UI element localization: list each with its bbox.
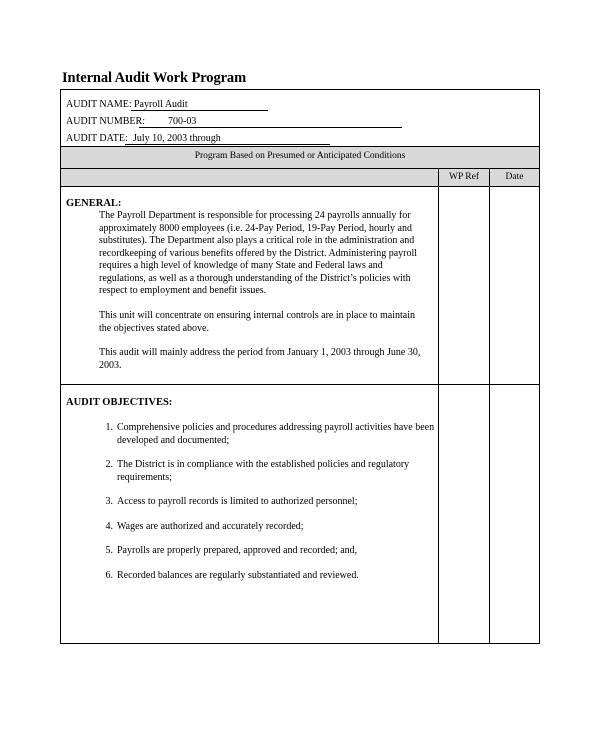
program-band-text: Program Based on Presumed or Anticipated Conditions [194, 151, 406, 161]
objective-text: Payrolls are properly prepared, approved and recorded; and, [117, 545, 358, 556]
audit-name-value: Payroll Audit [134, 99, 188, 110]
objective-text: The District is in compliance with the established policies and regulatory requirements; [117, 459, 410, 483]
date-divider [489, 168, 490, 644]
audit-program-table [60, 89, 540, 644]
column-header-band [61, 168, 539, 187]
audit-number-value: 700-03 [168, 116, 197, 127]
date-header: Date [505, 172, 524, 182]
audit-number-row [66, 116, 145, 128]
objective-number: 5. [105, 545, 113, 556]
audit-date-row [66, 133, 128, 145]
objective-text: Comprehensive policies and procedures addressing payroll activities have been developed and documented; [117, 422, 435, 446]
objectives-heading: AUDIT OBJECTIVES: [66, 397, 173, 408]
audit-name-underline [131, 110, 268, 111]
audit-number-underline [139, 127, 402, 128]
objective-number: 4. [105, 521, 113, 532]
objective-text: Wages are authorized and accurately recorded; [117, 521, 304, 532]
general-paragraph-3: This audit will mainly address the period from January 1, 2003 through June 30, 2003. [99, 347, 421, 371]
audit-name-label: AUDIT NAME: [66, 99, 132, 110]
general-heading: GENERAL: [66, 198, 122, 209]
objective-number: 3. [105, 496, 113, 507]
section-divider [61, 384, 539, 385]
general-paragraph-2: This unit will concentrate on ensuring internal controls are in place to maintain the objectives stated above. [99, 310, 416, 334]
program-band [61, 146, 539, 168]
objective-text: Access to payroll records is limited to authorized personnel; [117, 496, 358, 507]
general-paragraph-1: The Payroll Department is responsible for processing 24 payrolls annually for approximately 8000 employees (i.e. 24-Pay Period, 19-Pay Period, hourly and substitutes). The Department also plays a critical role in the administration and recordkeeping of various benefits offered by the District. Administering payroll requires a high level of knowledge of many State and Federal laws and regulations, as well as a thorough understanding of the District’s policies with respect to employment and benefit issues. [99, 210, 418, 296]
audit-date-underline [125, 144, 330, 145]
objective-number: 2. [105, 459, 113, 470]
audit-name-row [66, 99, 132, 111]
objective-number: 1. [105, 422, 113, 433]
wp-ref-header: WP Ref [449, 172, 479, 182]
audit-date-value: July 10, 2003 through [133, 133, 221, 144]
audit-date-label: AUDIT DATE: [66, 133, 128, 144]
audit-number-label: AUDIT NUMBER: [66, 116, 145, 127]
page-title: Internal Audit Work Program [62, 70, 247, 86]
objective-text: Recorded balances are regularly substantiated and reviewed. [117, 570, 359, 581]
objective-number: 6. [105, 570, 113, 581]
